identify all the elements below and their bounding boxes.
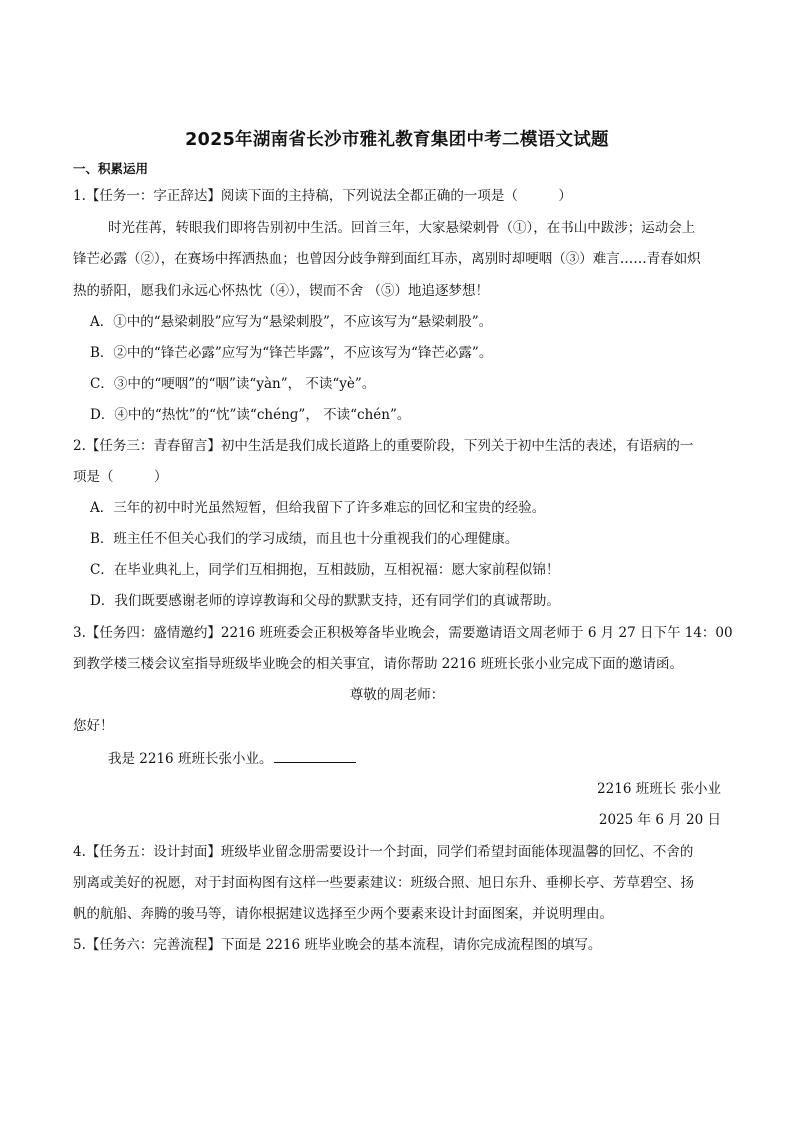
question-5-stem: 5.【任务六：完善流程】下面是 2216 班毕业晚会的基本流程，请你完成流程图的填写。 xyxy=(73,937,602,953)
invitation-date: 2025 年 6 月 20 日 xyxy=(598,812,721,828)
question-1-stem: 1.【任务一：字正辞达】阅读下面的主持稿，下列说法全都正确的一项是（ ） xyxy=(73,188,572,204)
question-1-option-d: D．④中的“热忱”的“忱”读“chénɡ”， 不读“chén”。 xyxy=(90,407,411,423)
question-4-stem: 帆的航船、奔腾的骏马等，请你根据建议选择至少两个要素来设计封面图案，并说明理由。 xyxy=(73,906,613,922)
invitation-signature: 2216 班班长 张小业 xyxy=(597,781,721,797)
question-1-passage-line: 时光荏苒，转眼我们即将告别初中生活。回首三年，大家悬梁刺骨（①），在书山中跋涉；运动会上 xyxy=(108,220,696,236)
question-2-option-a: A．三年的初中时光虽然短暂，但给我留下了许多难忘的回忆和宝贵的经验。 xyxy=(90,500,546,516)
question-1-option-c: C．③中的“哽咽”的“咽”读“yàn”， 不读“yè”。 xyxy=(90,376,376,392)
question-4-stem: 别离或美好的祝愿，对于封面构图有这样一些要素建议：班级合照、旭日东升、垂柳长亭、芳草碧空、扬 xyxy=(73,875,694,891)
invitation-salutation: 尊敬的周老师： xyxy=(349,687,445,703)
question-2-option-b: B．班主任不但关心我们的学习成绩，而且也十分重视我们的心理健康。 xyxy=(90,531,519,547)
section-heading: 一、积累运用 xyxy=(73,161,149,176)
question-1-option-a: A．①中的“悬梁刺股”应写为“悬梁刺股”，不应该写为“悬梁刺股”。 xyxy=(90,314,493,330)
question-1-option-b: B．②中的“锋芒必露”应写为“锋芒毕露”，不应该写为“锋芒必露”。 xyxy=(90,345,493,361)
question-1-passage-line: 热的骄阳，愿我们永远心怀热忱（④），锲而不舍 （⑤）地追逐梦想！ xyxy=(73,283,490,299)
question-3-stem: 到教学楼三楼会议室指导班级毕业晚会的相关事宜，请你帮助 2216 班班长张小业完成下面的邀请函。 xyxy=(73,656,683,672)
question-1-passage-line: 锋芒必露（②），在赛场中挥洒热血；也曾因分歧争辩到面红耳赤，离别时却哽咽（③）难言……青春如炽 xyxy=(73,251,701,267)
exam-title: 2025年湖南省长沙市雅礼教育集团中考二模语文试题 xyxy=(185,130,609,150)
invitation-body-text: 我是 2216 班班长张小业。 xyxy=(108,751,273,767)
question-2-option-d: D．我们既要感谢老师的谆谆教诲和父母的默默支持，还有同学们的真诚帮助。 xyxy=(90,593,560,609)
question-2-stem: 项是（ ） xyxy=(73,469,168,485)
invitation-body xyxy=(108,748,356,769)
question-2-option-c: C．在毕业典礼上，同学们互相拥抱，互相鼓励，互相祝福：愿大家前程似锦！ xyxy=(90,562,560,578)
question-2-stem: 2.【任务三：青春留言】初中生活是我们成长道路上的重要阶段，下列关于初中生活的表述，有语病的一 xyxy=(73,438,694,454)
invitation-greeting: 您好！ xyxy=(73,718,114,734)
answer-blank[interactable] xyxy=(274,748,356,763)
question-3-stem: 3.【任务四：盛情邀约】2216 班班委会正积极筹备毕业晚会，需要邀请语文周老师于 6 月 27 日下午 14：00 xyxy=(73,625,733,641)
question-4-stem: 4.【任务五：设计封面】班级毕业留念册需要设计一个封面，同学们希望封面能体现温馨的回忆、不舍的 xyxy=(73,844,694,860)
